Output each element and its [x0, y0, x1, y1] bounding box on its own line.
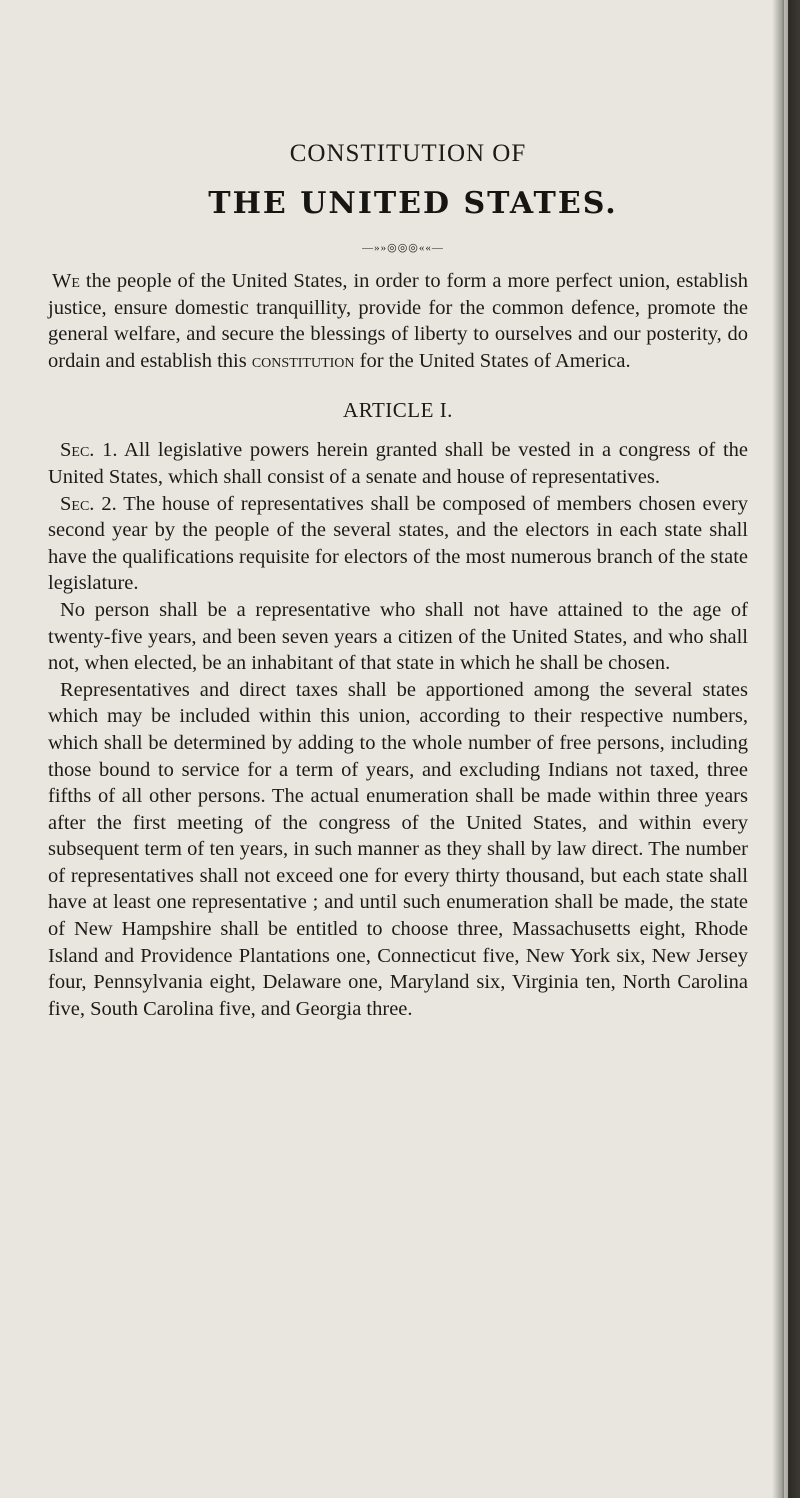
page-subtitle: THE UNITED STATES. [208, 186, 618, 221]
preamble-lead-word: We [52, 270, 80, 292]
section-1-label: Sec. 1. [60, 439, 118, 462]
page-content [48, 140, 748, 1022]
preamble-text-after: for the United States of America. [354, 349, 631, 372]
section-2-text: The house of representatives shall be composed of members chosen every second year by the people of the several states, and the electors in each state shall have the qualifications requisite for electors of the most numerous branch of the state legislature. [48, 492, 749, 595]
title-ornament: —»»◎◎◎««— [362, 242, 444, 254]
section-1-text: All legislative powers herein granted shall be vested in a congress of the United States, which shall consist of a senate and house of representatives. [48, 439, 748, 488]
preamble-constitution-word: constitution [251, 349, 355, 372]
preamble-text-before: the people of the United States, in order to form a more perfect union, establish justice, ensure domestic tranquillity, provide for the common defence, promote the general welfare, and secure the blessings of liberty to ourselves and our posterity, do ordain and establish this [48, 270, 748, 372]
section-2-paragraph [48, 491, 748, 597]
section-2-label: Sec. 2. [60, 492, 117, 515]
page-title: CONSTITUTION OF [289, 140, 527, 167]
article-heading: ARTICLE I. [343, 398, 453, 423]
qualifications-paragraph: No person shall be a representative who shall not have attained to the age of twenty-five years, and been seven years a citizen of the United States, and who shall not, when elected, be an inhabitant of that state in which he shall be chosen. [48, 598, 748, 675]
preamble-paragraph [48, 268, 748, 374]
apportionment-paragraph: Representatives and direct taxes shall be apportioned among the several states which may be included within this union, according to their respective numbers, which shall be determined by adding to the whole number of free persons, including those bound to service for a term of years, and excluding Indians not taxed, three fifths of all other persons. The actual enumeration shall be made within three years after the first meeting of the congress of the United States, and within every subsequent term of ten years, in such manner as they shall by law direct. The number of representatives shall not exceed one for every thirty thousand, but each state shall have at least one representative ; and until such enumeration shall be made, the state of New Hampshire shall be entitled to choose three, Massachusetts eight, Rhode Island and Providence Plantations one, Connecticut five, New York six, New Jersey four, Pennsylvania eight, Delaware one, Maryland six, Virginia ten, North Carolina five, South Carolina five, and Georgia three. [48, 678, 748, 1020]
scan-edge-highlight [784, 0, 788, 1498]
section-1-paragraph [48, 437, 748, 490]
